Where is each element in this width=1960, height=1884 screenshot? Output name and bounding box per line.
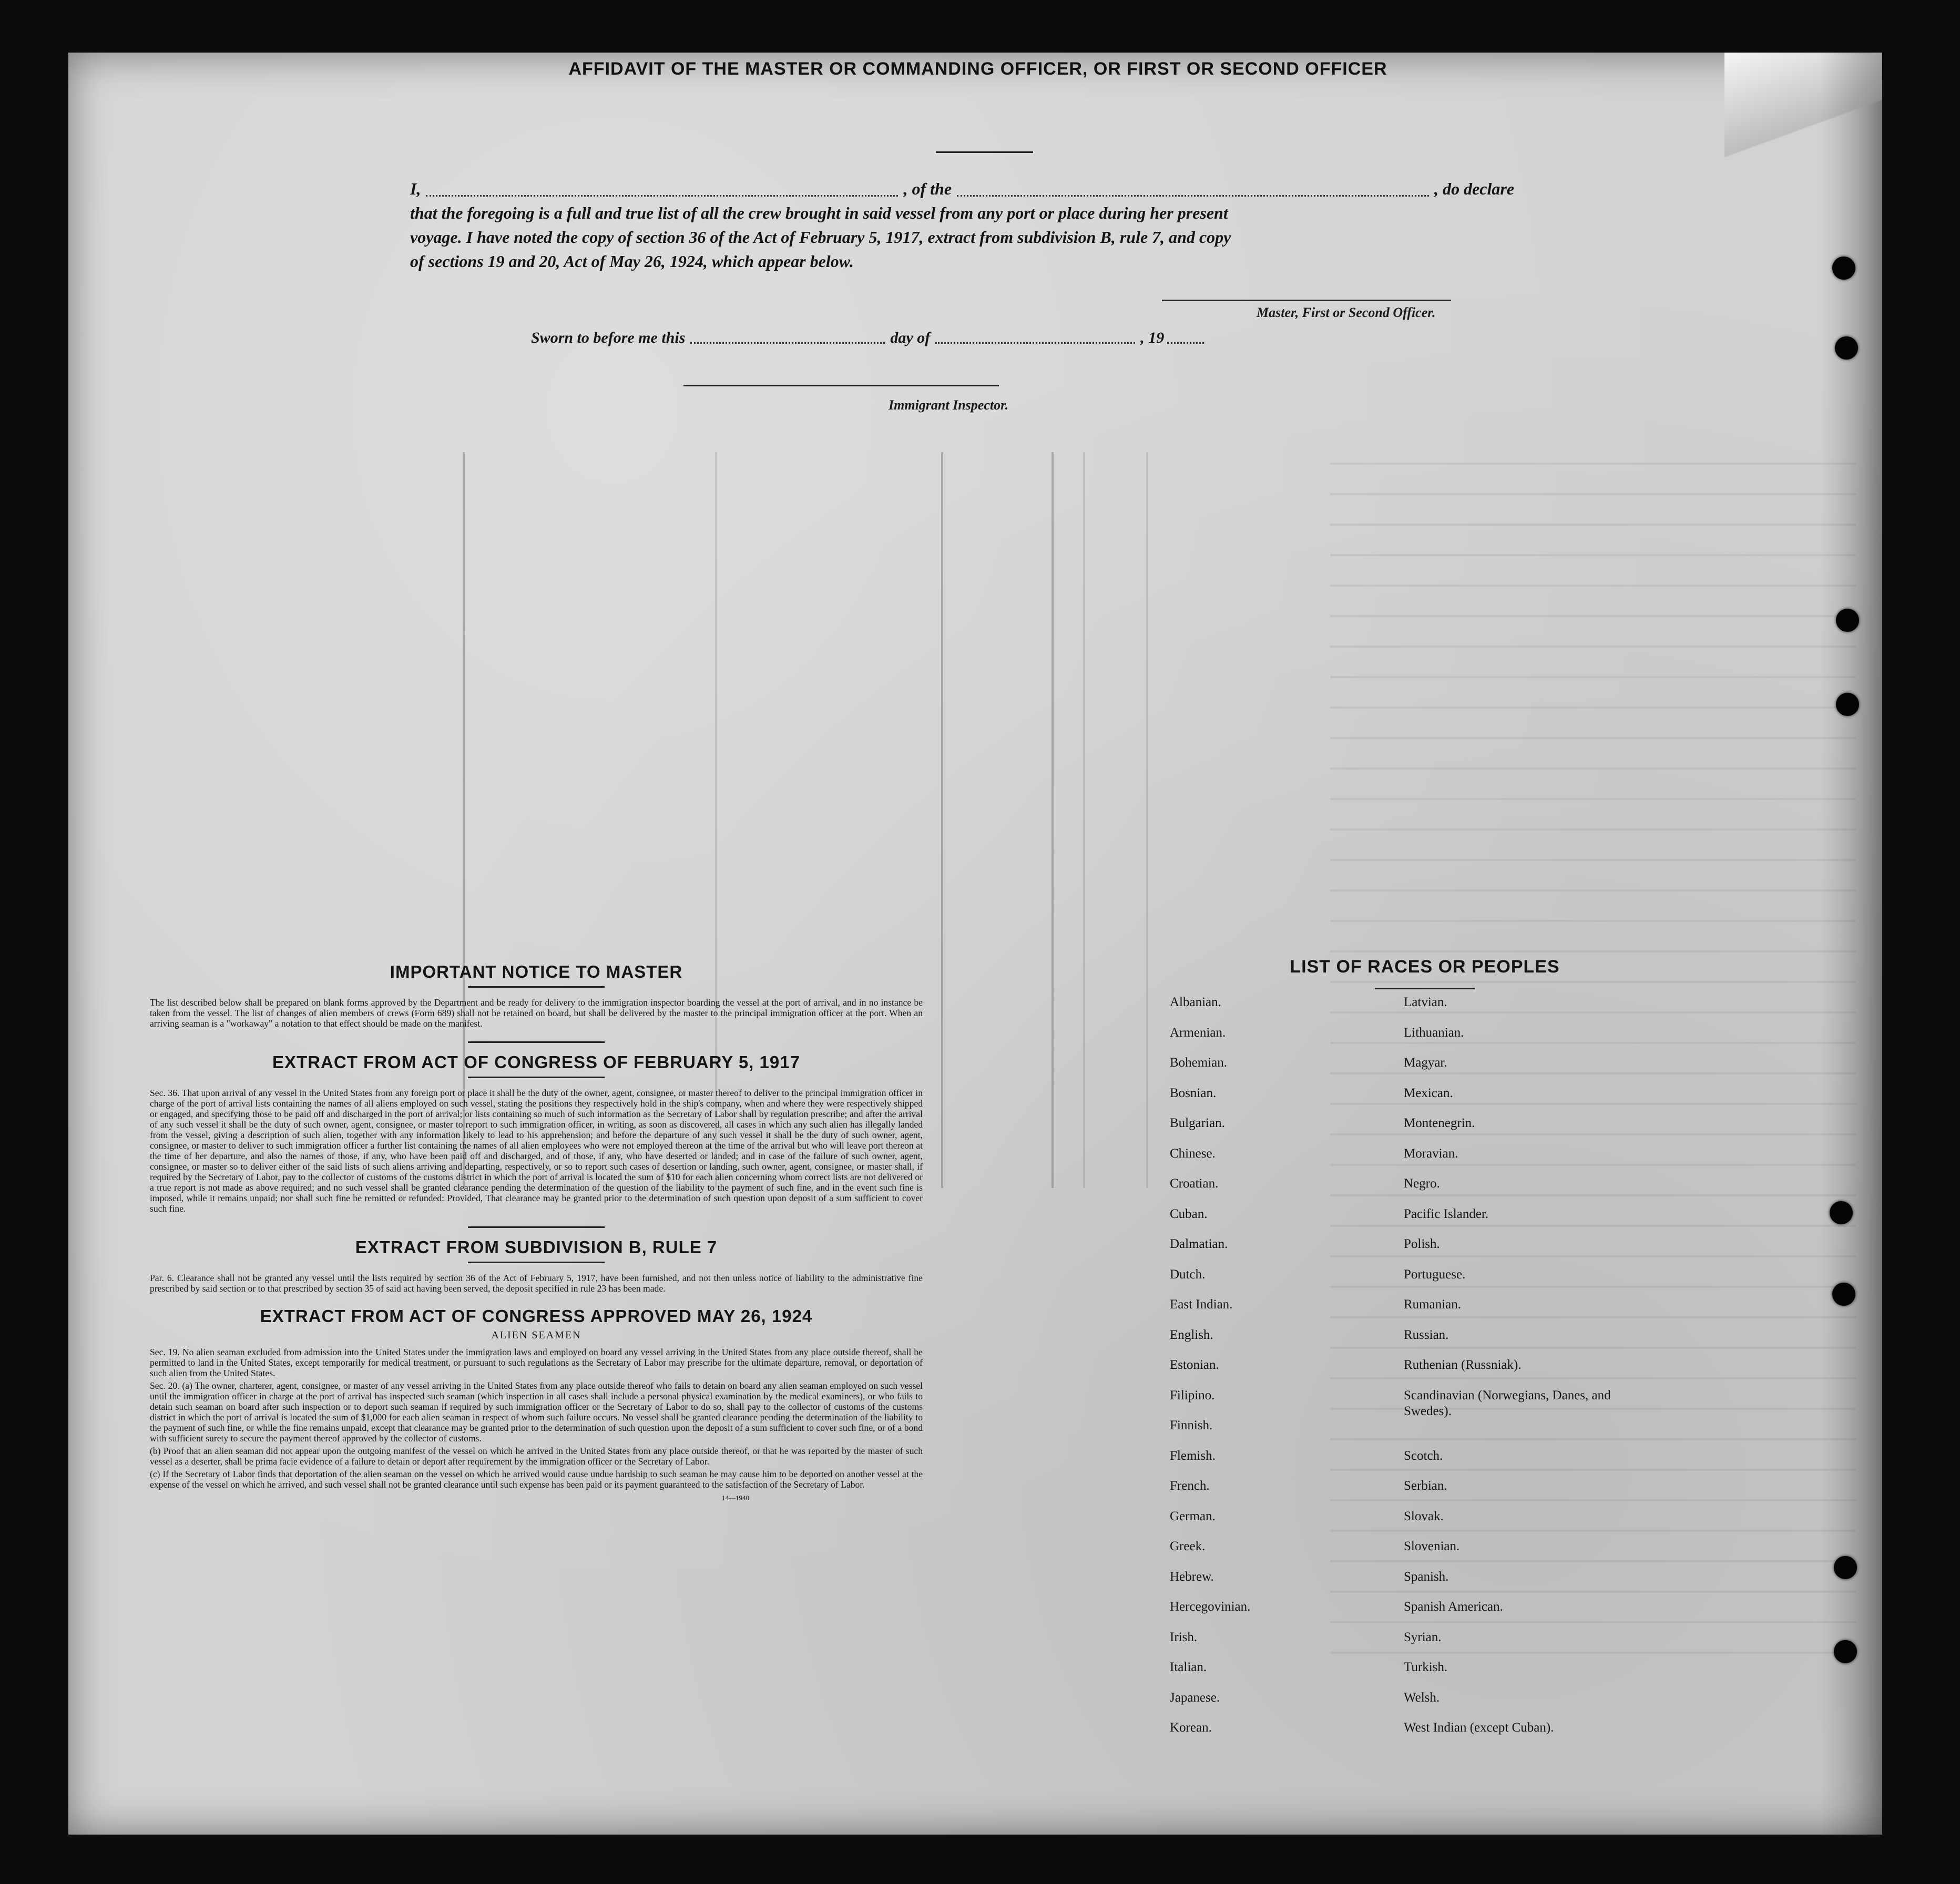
- name-field[interactable]: [426, 195, 898, 197]
- affidavit-line-2: that the foregoing is a full and true list of all the crew brought in said vessel from any port or place during her present: [410, 203, 1228, 222]
- sec-20a-text: Sec. 20. (a) The owner, charterer, agent, consignee, or master of any vessel arriving in the United States from any place outside thereof who fails to detain on board any alien seaman employed on such vessel until the immigration officer in charge at the port of arrival has inspected such seaman (which inspection in all cases shall include a personal physical examination by the medical examiners), or who fails to detain such seaman on board after such inspection or to deport such seaman if required by such immigration officer or the Secretary of Labor to do so, shall pay to the collector of customs of the customs district in which the port of arrival is located the sum of $1,000 for each alien seaman in respect of whom such failure occurs. No vessel shall be granted clearance pending the determination of the liability to the payment of such fine, or while the fine remains unpaid, except that clearance may be granted prior to the determination of such question upon the deposit of a sum sufficient to cover such fine, or of a bond with sufficient surety to secure the payment thereof approved by the collector of customs.: [150, 1380, 923, 1443]
- race-item: Portuguese.: [1404, 1267, 1466, 1282]
- race-item: Serbian.: [1404, 1479, 1447, 1493]
- races-rule: [1375, 988, 1475, 989]
- race-item: Spanish.: [1404, 1569, 1449, 1584]
- sworn-year-field[interactable]: [1167, 342, 1204, 344]
- section-rule: [468, 1226, 605, 1228]
- race-item: Magyar.: [1404, 1056, 1447, 1070]
- races-column-left: [1170, 995, 1359, 1750]
- race-item: Welsh.: [1404, 1690, 1440, 1705]
- race-item: Albanian.: [1170, 995, 1221, 1009]
- sworn-day-of: day of: [890, 329, 931, 346]
- race-item: Dutch.: [1170, 1267, 1206, 1282]
- ghost-rule: [941, 452, 943, 1188]
- punch-hole: [1832, 1283, 1855, 1306]
- punch-hole: [1834, 1556, 1857, 1579]
- race-item: Slovenian.: [1404, 1539, 1460, 1553]
- race-item: Bosnian.: [1170, 1086, 1217, 1100]
- ghost-rule: [1083, 452, 1085, 1188]
- race-item: West Indian (except Cuban).: [1404, 1721, 1554, 1735]
- section-rule: [468, 1262, 605, 1263]
- race-item: Turkish.: [1404, 1660, 1448, 1674]
- punch-hole: [1832, 257, 1855, 280]
- race-item: Armenian.: [1170, 1025, 1226, 1040]
- race-item: Japanese.: [1170, 1690, 1220, 1705]
- race-item: Hercegovinian.: [1170, 1600, 1251, 1614]
- race-item: Pacific Islander.: [1404, 1206, 1489, 1221]
- notice-title: IMPORTANT NOTICE TO MASTER: [390, 962, 683, 981]
- title-rule: [936, 151, 1033, 153]
- race-item: Slovak.: [1404, 1509, 1444, 1523]
- race-item: German.: [1170, 1509, 1216, 1523]
- punch-hole: [1836, 609, 1859, 632]
- race-item: English.: [1170, 1327, 1213, 1342]
- punch-hole: [1836, 693, 1859, 716]
- legal-extracts: [150, 962, 923, 1502]
- race-item: Mexican.: [1404, 1086, 1453, 1100]
- extract-1917-title: EXTRACT FROM ACT OF CONGRESS OF FEBRUARY 5, 1917: [272, 1052, 800, 1072]
- section-rule: [468, 1077, 605, 1078]
- punch-hole: [1830, 1201, 1853, 1224]
- form-number: 14—1940: [722, 1494, 749, 1502]
- subdivision-b-title: EXTRACT FROM SUBDIVISION B, RULE 7: [355, 1237, 718, 1257]
- race-item: Croatian.: [1170, 1176, 1219, 1191]
- affidavit-text: [410, 177, 1514, 273]
- race-item: Bulgarian.: [1170, 1116, 1225, 1130]
- extract-1924-title: EXTRACT FROM ACT OF CONGRESS APPROVED MAY 26, 1924: [260, 1306, 813, 1326]
- race-item: Chinese.: [1170, 1146, 1216, 1161]
- affidavit-line-1: [410, 177, 1514, 201]
- punch-hole: [1835, 336, 1858, 360]
- race-item: Bohemian.: [1170, 1056, 1228, 1070]
- race-item: Scotch.: [1404, 1448, 1443, 1463]
- race-item: Ruthenian (Russniak).: [1404, 1358, 1522, 1372]
- race-item: Greek.: [1170, 1539, 1206, 1553]
- race-item: Irish.: [1170, 1630, 1198, 1644]
- ghost-rule: [1052, 452, 1054, 1188]
- extract-1917-text: Sec. 36. That upon arrival of any vessel in the United States from any foreign port or place it shall be the duty of the owner, agent, consignee, or master thereof to deliver to the principal immigration officer in charge of the port of arrival lists containing the names of all aliens employed on such vessel, stating the positions they respectively hold in the ship's company, when and where they were respectively shipped or engaged, and specifying those to be paid off and discharged in the port of arrival; or lists containing so much of such information as the Secretary of Labor shall by regulation prescribe; and after the arrival of any such vessel it shall be the duty of such owner, agent, consignee, or master to report to such immigration officer, in writing, as soon as discovered, all cases in which any such alien has illegally landed from the vessel, giving a description of such alien, together with any information likely to lead to his apprehension; and before the departure of any such vessel it shall be the duty of such owner, agent, consignee, or master to deliver to such immigration officer a further list containing the names of all alien employees who were not employed thereon at the time of the arrival but who will leave port thereon at the time of her departure, and also the names of those, if any, who have been paid off and discharged, and of those, if any, who have deserted or landed; and in case of the failure of such owner, agent, consignee, or master so to deliver either of the said lists of such aliens arriving and departing, respectively, or so to report such cases of desertion or landing, such owner, agent, consignee, or master shall, if required by the Secretary of Labor, pay to the collector of customs of the customs district in which the port of arrival is located the sum of $10 for each alien concerning whom correct lists are not delivered or a true report is not made as above required; and no such vessel shall be granted clearance pending the determination of the question of the liability to the payment of such fine, and in the event such fine is imposed, while it remains unpaid; nor shall such fine be remitted or refunded: Provided, That clearance may be granted prior to the determination of such question upon deposit of a sum sufficient to cover such fine.: [150, 1088, 923, 1214]
- section-rule: [468, 986, 605, 988]
- race-item: Korean.: [1170, 1721, 1212, 1735]
- sec-20b-text: (b) Proof that an alien seaman did not appear upon the outgoing manifest of the vessel on which he arrived in the United States from any place outside thereof, or that he was reported by the master of such vessel as a deserter, shall be prima facie evidence of a failure to detain or deport after requirement by the immigration officer or the Secretary of Labor.: [150, 1446, 923, 1467]
- race-item: Cuban.: [1170, 1206, 1208, 1221]
- race-item: Filipino.: [1170, 1388, 1215, 1402]
- race-item: Polish.: [1404, 1237, 1440, 1251]
- sworn-month-field[interactable]: [935, 342, 1135, 344]
- affidavit-title: AFFIDAVIT OF THE MASTER OR COMMANDING OFFICER, OR FIRST OR SECOND OFFICER: [568, 59, 1387, 79]
- extract-1924-subtitle: ALIEN SEAMEN: [491, 1329, 581, 1341]
- vessel-field[interactable]: [957, 195, 1429, 197]
- race-item: Scandinavian (Norwegians, Danes, and Swedes).: [1404, 1388, 1611, 1418]
- signature-label: Master, First or Second Officer.: [1257, 305, 1436, 320]
- races-title: LIST OF RACES OR PEOPLES: [1290, 957, 1560, 977]
- race-item: Montenegrin.: [1404, 1116, 1475, 1130]
- affidavit-of-the: , of the: [903, 179, 952, 198]
- affidavit-line-3: voyage. I have noted the copy of section 36 of the Act of February 5, 1917, extract from subdivision B, rule 7, and copy: [410, 228, 1231, 247]
- race-item: Moravian.: [1404, 1146, 1458, 1161]
- signature-line[interactable]: [1162, 300, 1451, 301]
- ghost-rule: [1146, 452, 1148, 1188]
- race-item: Lithuanian.: [1404, 1025, 1464, 1040]
- sec-19-text: Sec. 19. No alien seaman excluded from admission into the United States under the immigration laws and employed on board any vessel arriving in the United States from any place outside thereof, shall be permitted to land in the United States, except temporarily for medical treatment, or pursuant to such regulations as the Secretary of Labor may prescribe for the ultimate departure, removal, or deportation of such alien from the United States.: [150, 1347, 923, 1378]
- subdivision-b-text: Par. 6. Clearance shall not be granted any vessel until the lists required by section 36 of the Act of February 5, 1917, have been furnished, and not then unless notice of liability to the administrative fine prescribed by said section or to that prescribed by section 35 of said act having been served, the deposit specified in rule 23 has been made.: [150, 1273, 923, 1294]
- notice-text: The list described below shall be prepared on blank forms approved by the Department and be ready for delivery to the immigration inspector boarding the vessel at the port of arrival, and in no instance be taken from the vessel. The list of changes of alien members of crews (Form 689) shall not be retained on board, but shall be delivered by the master to the principal immigration officer at the port. When an arriving seaman is a "workaway" a notation to that effect should be made on the manifest.: [150, 997, 923, 1029]
- inspector-signature-line[interactable]: [683, 385, 999, 386]
- section-rule: [468, 1041, 605, 1043]
- races-list: [1170, 957, 1625, 1750]
- inspector-label: Immigrant Inspector.: [889, 397, 1009, 413]
- races-grid: [1170, 995, 1625, 1750]
- affidavit-i: I,: [410, 179, 421, 198]
- race-item: Syrian.: [1404, 1630, 1442, 1644]
- race-item: Latvian.: [1404, 995, 1447, 1009]
- race-item: Dalmatian.: [1170, 1237, 1228, 1251]
- race-item: East Indian.: [1170, 1297, 1233, 1312]
- race-item: Rumanian.: [1404, 1297, 1462, 1312]
- races-column-right: [1404, 995, 1625, 1750]
- sworn-text: Sworn to before me this: [531, 329, 686, 346]
- race-item: Finnish.: [1170, 1418, 1213, 1432]
- race-item: Italian.: [1170, 1660, 1207, 1674]
- race-item: Russian.: [1404, 1327, 1449, 1342]
- race-item: French.: [1170, 1479, 1210, 1493]
- punch-hole: [1834, 1640, 1857, 1663]
- race-item: Flemish.: [1170, 1448, 1216, 1463]
- sworn-date-field[interactable]: [690, 342, 885, 344]
- sworn-line: [531, 329, 1241, 347]
- sworn-year-prefix: , 19: [1140, 329, 1165, 346]
- race-item: Hebrew.: [1170, 1569, 1214, 1584]
- race-item: Estonian.: [1170, 1358, 1219, 1372]
- sec-20c-text: (c) If the Secretary of Labor finds that deportation of the alien seaman on the vessel on which he arrived would cause undue hardship to such seaman he may cause him to be deported on another vessel at the expense of the vessel on which he arrived, and such vessel shall not be granted clearance until such expense has been paid or its payment guaranteed to the satisfaction of the Secretary of Labor.: [150, 1469, 923, 1490]
- race-item: Negro.: [1404, 1176, 1440, 1191]
- race-item: Spanish American.: [1404, 1600, 1503, 1614]
- affidavit-line-4: of sections 19 and 20, Act of May 26, 1924, which appear below.: [410, 252, 854, 271]
- affidavit-declare: , do declare: [1434, 179, 1515, 198]
